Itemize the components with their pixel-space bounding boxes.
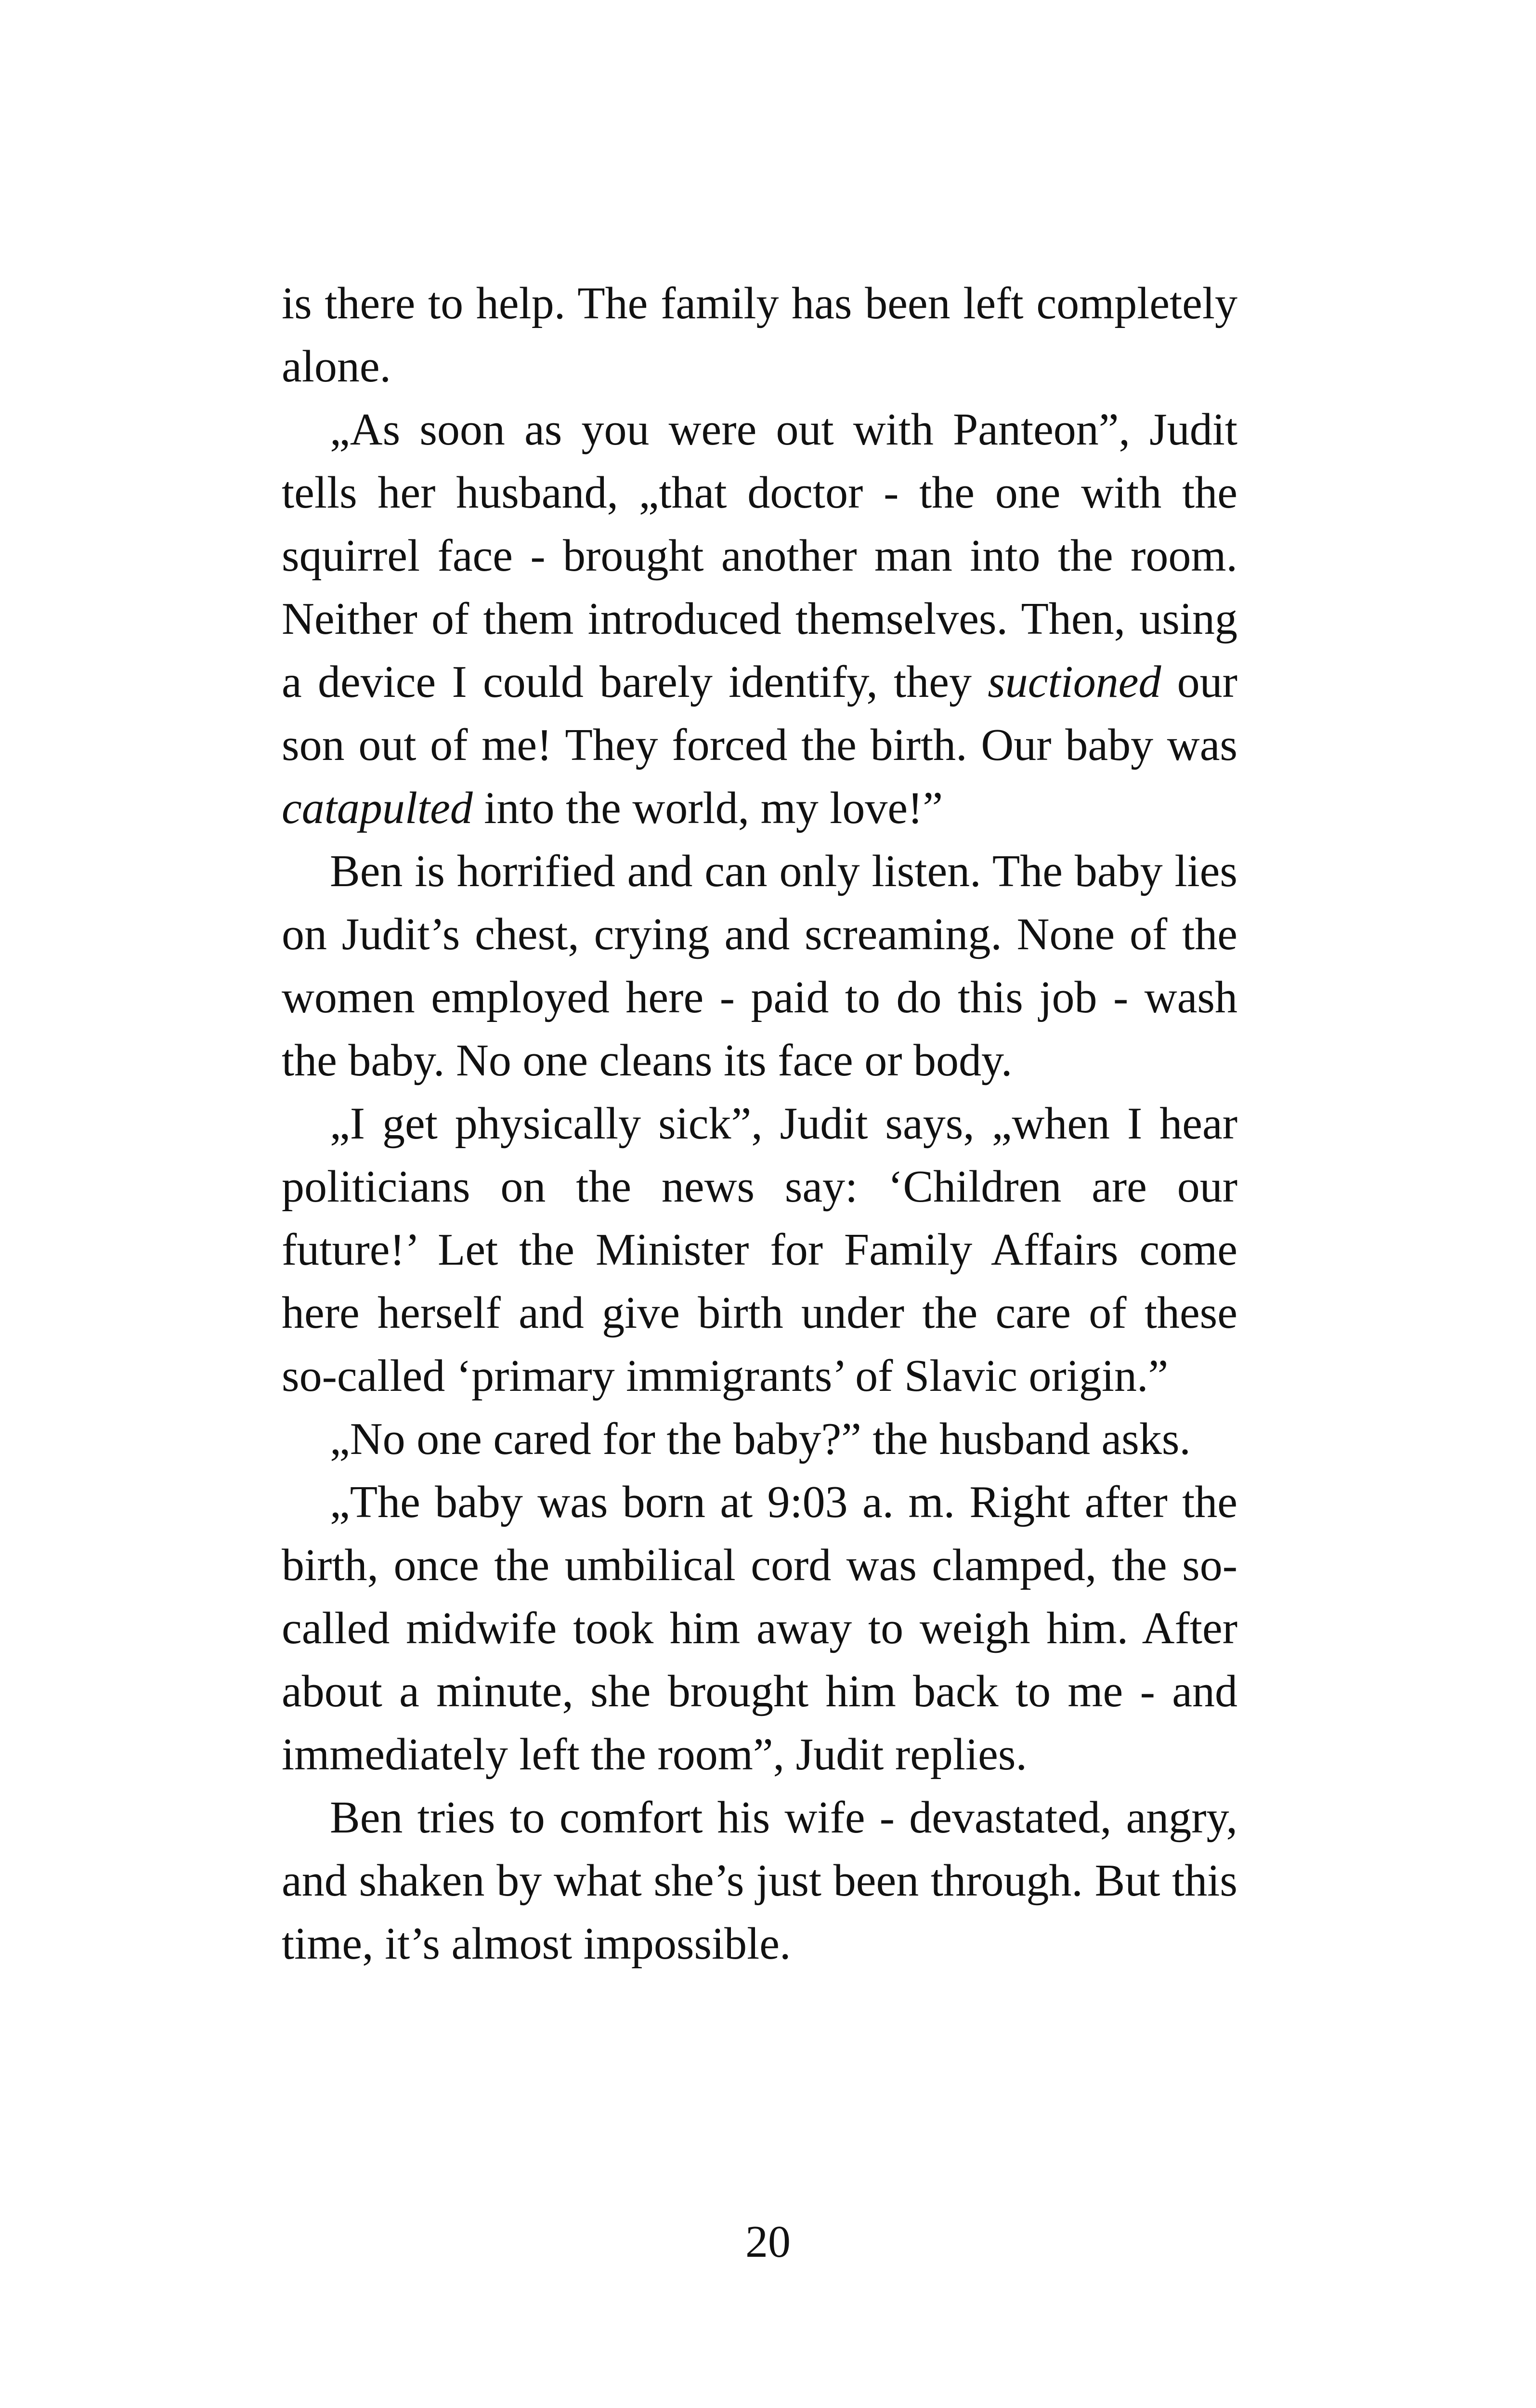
text-span: Ben is horrified and can only listen. The baby lies on Judit’s chest, crying and screaming. None of the women employed here - paid to do this job - wash the baby. No one cleans its face or body.	[282, 846, 1237, 1086]
paragraph-5	[282, 1408, 1237, 1471]
paragraph-4	[282, 1092, 1237, 1408]
paragraph-2	[282, 398, 1237, 840]
page-number: 20	[745, 2217, 791, 2267]
text-span: „The baby was born at 9:03 a. m. Right after the birth, once the umbilical cord was clamped, the so-called midwife took him away to weigh him. After about a minute, she brought him back to me - and immediately left the room”, Judit replies.	[282, 1477, 1237, 1780]
text-span: Ben tries to comfort his wife - devastated, angry, and shaken by what she’s just been through. But this time, it’s almost impossible.	[282, 1793, 1237, 1969]
paragraph-7	[282, 1786, 1237, 1976]
italic-text: suctioned	[988, 657, 1161, 707]
text-span: „No one cared for the baby?” the husband asks.	[330, 1414, 1191, 1464]
body-text	[282, 272, 1237, 1976]
paragraph-1	[282, 272, 1237, 398]
text-span: is there to help. The family has been left completely alone.	[282, 278, 1237, 392]
text-span: our son out of me! They forced the birth. Our baby was	[282, 657, 1237, 770]
text-span: into the world, my love!”	[472, 783, 943, 833]
paragraph-3	[282, 840, 1237, 1092]
text-span: „As soon as you were out with Panteon”, Judit tells her husband, „that doctor - the one with the squirrel face - brought another man into the room. Neither of them introduced themselves. Then, using a device I could barely identify, they	[282, 405, 1237, 707]
text-span: „I get physically sick”, Judit says, „when I hear politicians on the news say: ‘Children are our future!’ Let the Minister for Family Affairs come here herself and give birth under the care of these so-called ‘primary immigrants’ of Slavic origin.”	[282, 1099, 1237, 1401]
italic-text: catapulted	[282, 783, 473, 833]
paragraph-6	[282, 1471, 1237, 1786]
